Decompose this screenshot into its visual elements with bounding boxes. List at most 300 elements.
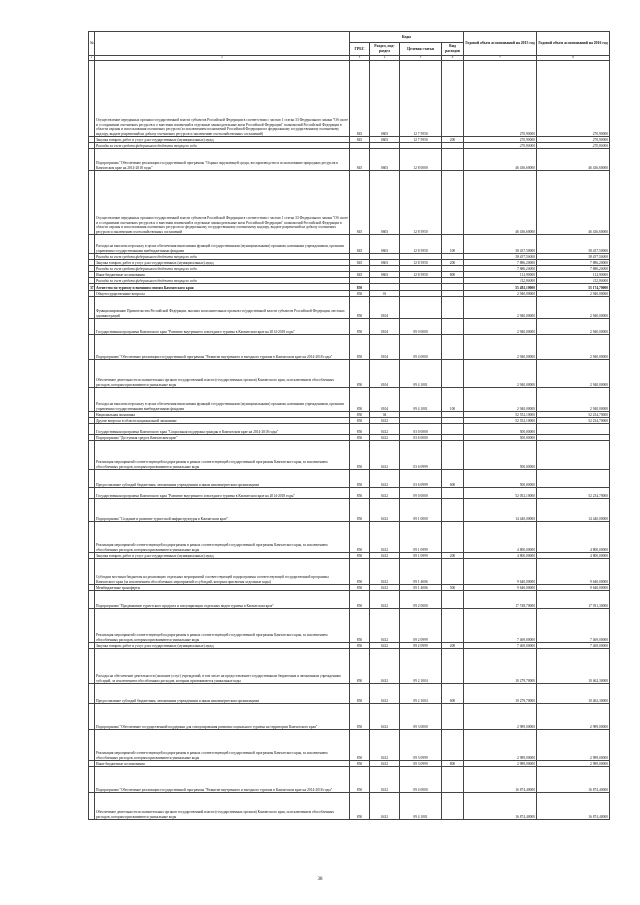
table-row — [89, 388, 610, 412]
razdel-code: 0104 — [370, 360, 400, 388]
row-number: 37 — [89, 284, 95, 291]
razdel-code: 04 — [370, 412, 400, 418]
line-item-name: Подпрограмма "Обеспечение реализации государственной программы "Развитие внутреннего и въездного туризма в Камчатском крае на 2014-2018 годы" — [95, 767, 350, 793]
table-row — [89, 649, 610, 684]
table-row — [89, 499, 610, 522]
expense-type-code — [442, 488, 464, 499]
razdel-code: 0412 — [370, 793, 400, 820]
amount-2015: 55 492,10000 — [464, 284, 537, 291]
amount-2016: 52 234,70000 — [537, 488, 610, 499]
column-index: 3 — [350, 56, 370, 61]
table-body — [89, 61, 610, 820]
amount-2015: 2 940,00000 — [464, 291, 537, 297]
razdel-code: 0412 — [370, 435, 400, 441]
amount-2016 — [537, 441, 610, 470]
grbs-code: 845 — [350, 272, 370, 278]
razdel-code: 0412 — [370, 609, 400, 643]
target-article-code: 09 3 0999 — [400, 730, 442, 761]
grbs-code: 850 — [350, 488, 370, 499]
line-item-name: Обеспечение деятельности исполнительных органов государственной власти (государственных органов) Камчатского края, за исключением обособленных расходов, которым присваиваются уникальные коды — [95, 360, 350, 388]
amount-2016: 2 940,00000 — [537, 360, 610, 388]
amount-2015: 46 436,60000 — [464, 171, 537, 235]
line-item-name: Закупка товаров, работ и услуг для государственных (муниципальных) нужд — [95, 553, 350, 559]
amount-2016: 7 469,00000 — [537, 609, 610, 643]
target-article-code: 09 2 1004 — [400, 684, 442, 704]
amount-2015: 7 469,00000 — [464, 643, 537, 649]
amount-2015: 112,90000 — [464, 272, 537, 278]
target-article-code: 09 1 4006 — [400, 585, 442, 591]
amount-2015: 10 279,70000 — [464, 684, 537, 704]
header-codes: Коды — [350, 32, 464, 43]
line-item-name: Обеспечение деятельности исполнительных органов государственной власти (государственных органов) Камчатского края, за исключением обособленных расходов, которым присваиваются уникальные коды — [95, 793, 350, 820]
amount-2015: 2 940,00000 — [464, 335, 537, 360]
amount-2015: 17 748,70000 — [464, 591, 537, 609]
grbs-code: 845 — [350, 61, 370, 137]
line-item-name: Закупка товаров, работ и услуг для государственных (муниципальных) нужд — [95, 137, 350, 143]
razdel-code: 0603 — [370, 149, 400, 171]
line-item-name: Расходы на обеспечение деятельности (оказание услуг) учреждений, в том числе на предоставление государственным бюджетным и автономным учреждениям субсидий, за исключением обособленных расходов, которым присваиваются уникальные коды — [95, 649, 350, 684]
expense-type-code — [442, 360, 464, 388]
target-article-code — [400, 284, 442, 291]
grbs-code: 845 — [350, 260, 370, 266]
amount-2015: 2 989,00000 — [464, 761, 537, 767]
expense-type-code — [442, 335, 464, 360]
expense-type-code — [442, 704, 464, 730]
line-item-name: Расходы за счет средств федерального бюджета текущего года — [95, 266, 350, 272]
amount-2016: 4 800,00000 — [537, 522, 610, 553]
grbs-code: 850 — [350, 424, 370, 435]
expense-type-code — [442, 793, 464, 820]
line-item-name: Подпрограмма "Доступная среда в Камчатском крае" — [95, 435, 350, 441]
column-index: 1 — [89, 56, 95, 61]
expense-type-code — [442, 767, 464, 793]
amount-2015: 500,00000 — [464, 470, 537, 488]
amount-2015: 2 989,00000 — [464, 704, 537, 730]
target-article-code: 09 1 0000 — [400, 499, 442, 522]
amount-2016: 2 940,00000 — [537, 291, 610, 297]
target-article-code — [400, 297, 442, 319]
header-expense-type: Вид расходов — [442, 43, 464, 56]
table-row — [89, 609, 610, 643]
amount-2015: 270,90000 — [464, 137, 537, 143]
expense-type-code: 600 — [442, 684, 464, 704]
razdel-code: 0412 — [370, 643, 400, 649]
line-item-name: Другие вопросы в области национальной экономики — [95, 418, 350, 424]
grbs-code: 850 — [350, 522, 370, 553]
amount-2016: 2 940,00000 — [537, 319, 610, 335]
grbs-code: 850 — [350, 441, 370, 470]
expense-type-code: 200 — [442, 137, 464, 143]
amount-2016: 55 174,70000 — [537, 284, 610, 291]
line-item-name: Государственная программа Камчатского края "Развитие внутреннего и въездного туризма в Камчатском крае на 2014-2018 годы" — [95, 488, 350, 499]
amount-2015: 16 874,40000 — [464, 793, 537, 820]
budget-table — [88, 31, 610, 820]
target-article-code: 09 0 0000 — [400, 319, 442, 335]
table-row — [89, 767, 610, 793]
line-item-name: Межбюджетные трансферты — [95, 585, 350, 591]
razdel-code: 0412 — [370, 553, 400, 559]
target-article-code: 12 8 5950 — [400, 171, 442, 235]
table-header — [89, 32, 610, 61]
target-article-code: 09 1 4006 — [400, 559, 442, 585]
line-item-name: Реализация мероприятий соответствующей подпрограммы в рамках соответствующей государственной программы Камчатского края, за исключением обособленных расходов, которым присваиваются уникальные коды — [95, 441, 350, 470]
expense-type-code — [442, 61, 464, 137]
line-item-name: Государственная программа Камчатского края "Развитие внутреннего и въездного туризма в Камчатском крае на 2014-2018 годы" — [95, 319, 350, 335]
target-article-code: 03 6 0999 — [400, 441, 442, 470]
expense-type-code — [442, 649, 464, 684]
grbs-code: 845 — [350, 149, 370, 171]
amount-2015: 270,90000 — [464, 61, 537, 137]
amount-2016: 2 940,00000 — [537, 388, 610, 412]
grbs-code: 845 — [350, 235, 370, 254]
line-item-name: Подпрограмма "Обеспечение государственной поддержки для стимулирования развития социального туризма на территории Камчатского края" — [95, 704, 350, 730]
target-article-code: 09 4 1001 — [400, 360, 442, 388]
line-item-name: Общегосударственные вопросы — [95, 291, 350, 297]
expense-type-code — [442, 171, 464, 235]
amount-2016: 112,90000 — [537, 272, 610, 278]
amount-2016 — [537, 470, 610, 488]
amount-2016: 38 437,50000 — [537, 254, 610, 260]
target-article-code: 09 1 0999 — [400, 522, 442, 553]
header-grbs: ГРБС — [350, 43, 370, 56]
target-article-code: 12 8 0000 — [400, 149, 442, 171]
amount-2015: 2 940,00000 — [464, 319, 537, 335]
razdel-code: 0412 — [370, 761, 400, 767]
amount-2016: 7 469,00000 — [537, 643, 610, 649]
line-item-name: Субсидии местным бюджетам на реализацию отдельных мероприятий соответствующей подпрограммы соответствующей государственной программы Камчатского края (за исключением обособленных мероприятий и субсидий, которым присвоены отдельные коды) — [95, 559, 350, 585]
grbs-code: 850 — [350, 470, 370, 488]
column-index: 8 — [537, 56, 610, 61]
amount-2016: 17 931,30000 — [537, 591, 610, 609]
table-row — [89, 284, 610, 291]
header-razdel: Раздел, под-раздел — [370, 43, 400, 56]
table-row — [89, 319, 610, 335]
column-index: 6 — [442, 56, 464, 61]
razdel-code: 0104 — [370, 319, 400, 335]
table-row — [89, 522, 610, 553]
amount-2016: 10 462,30000 — [537, 649, 610, 684]
target-article-code: 09 4 1001 — [400, 388, 442, 412]
expense-type-code — [442, 424, 464, 435]
amount-2015: 46 436,60000 — [464, 149, 537, 171]
amount-2016: 52 234,70000 — [537, 418, 610, 424]
amount-2015: 2 940,00000 — [464, 297, 537, 319]
line-item-name: Предоставление субсидий бюджетным, автономным учреждениям и иным некоммерческим организациям — [95, 470, 350, 488]
razdel-code: 0412 — [370, 499, 400, 522]
razdel-code: 0412 — [370, 684, 400, 704]
amount-2016: 52 234,70000 — [537, 412, 610, 418]
amount-2016 — [537, 424, 610, 435]
amount-2016: 2 940,00000 — [537, 335, 610, 360]
grbs-code: 850 — [350, 284, 370, 291]
expense-type-code — [442, 609, 464, 643]
grbs-code: 850 — [350, 499, 370, 522]
amount-2015: 112,90000 — [464, 278, 537, 284]
grbs-code: 850 — [350, 643, 370, 649]
expense-type-code: 100 — [442, 235, 464, 254]
expense-type-code — [442, 441, 464, 470]
target-article-code: 12 7 5950 — [400, 61, 442, 137]
header-target-article: Целевая статья — [400, 43, 442, 56]
target-article-code: 12 7 5950 — [400, 137, 442, 143]
header-name — [95, 32, 350, 56]
header-amount-2016: Годовой объем ассигнований на 2016 год — [537, 32, 610, 56]
amount-2015: 10 279,70000 — [464, 649, 537, 684]
line-item-name: Расходы за счет средств федерального бюджета текущего года — [95, 278, 350, 284]
line-item-name: Иные бюджетные ассигнования — [95, 272, 350, 278]
amount-2016: 2 989,00000 — [537, 704, 610, 730]
line-item-name: Расходы на выплаты персоналу в целях обеспечения выполнения функций государственными (муниципальными) органами, казенными учреждениями, органами управления государственными внебюджетными фондами — [95, 235, 350, 254]
target-article-code: 09 4 0000 — [400, 767, 442, 793]
line-item-name: Реализация мероприятий соответствующей подпрограммы в рамках соответствующей государственной программы Камчатского края, за исключением обособленных расходов, которым присваиваются уникальные коды — [95, 609, 350, 643]
razdel-code: 0412 — [370, 767, 400, 793]
amount-2016: 10 462,30000 — [537, 684, 610, 704]
grbs-code: 850 — [350, 761, 370, 767]
line-item-name: Закупка товаров, работ и услуг для государственных (муниципальных) нужд — [95, 643, 350, 649]
amount-2015: 2 989,00000 — [464, 730, 537, 761]
table-row — [89, 704, 610, 730]
amount-2015: 14 440,00000 — [464, 499, 537, 522]
amount-2015: 9 640,00000 — [464, 585, 537, 591]
expense-type-code: 100 — [442, 388, 464, 412]
expense-type-code — [442, 591, 464, 609]
amount-2016: 7 886,20000 — [537, 266, 610, 272]
line-item-name: Подпрограмма "Продвижение туристского продукта и популяризация отдельных видов туризма в Камчатском крае" — [95, 591, 350, 609]
amount-2016: 2 989,00000 — [537, 730, 610, 761]
amount-2015: 500,00000 — [464, 441, 537, 470]
grbs-code: 850 — [350, 335, 370, 360]
amount-2015: 16 874,40000 — [464, 767, 537, 793]
amount-2015: 52 552,10000 — [464, 418, 537, 424]
target-article-code: 03 6 0000 — [400, 435, 442, 441]
header-number: № — [89, 32, 95, 56]
expense-type-code: 200 — [442, 553, 464, 559]
expense-type-code — [442, 149, 464, 171]
razdel-code: 0412 — [370, 585, 400, 591]
amount-2015: 52 052,10000 — [464, 488, 537, 499]
razdel-code: 0603 — [370, 235, 400, 254]
grbs-code: 850 — [350, 297, 370, 319]
grbs-code: 850 — [350, 609, 370, 643]
amount-2015: 7 886,20000 — [464, 260, 537, 266]
amount-2016: 46 436,60000 — [537, 149, 610, 171]
expense-type-code — [442, 319, 464, 335]
grbs-code: 850 — [350, 684, 370, 704]
line-item-name: Расходы за счет средств федерального бюджета текущего года — [95, 254, 350, 260]
amount-2016: 4 800,00000 — [537, 553, 610, 559]
grbs-code: 850 — [350, 704, 370, 730]
expense-type-code — [442, 499, 464, 522]
line-item-name: Национальная экономика — [95, 412, 350, 418]
grbs-code: 850 — [350, 388, 370, 412]
target-article-code: 12 8 5950 — [400, 272, 442, 278]
amount-2016: 270,90000 — [537, 61, 610, 137]
table-row — [89, 424, 610, 435]
amount-2016: 7 886,20000 — [537, 260, 610, 266]
razdel-code: 0412 — [370, 470, 400, 488]
grbs-code: 850 — [350, 291, 370, 297]
grbs-code: 850 — [350, 730, 370, 761]
amount-2015: 9 640,00000 — [464, 559, 537, 585]
amount-2016: 9 640,00000 — [537, 559, 610, 585]
amount-2016: 270,90000 — [537, 143, 610, 149]
target-article-code: 09 4 1001 — [400, 793, 442, 820]
amount-2015: 2 940,00000 — [464, 388, 537, 412]
target-article-code: 09 2 0000 — [400, 591, 442, 609]
table-row — [89, 297, 610, 319]
amount-2016: 14 440,00000 — [537, 499, 610, 522]
target-article-code: 09 2 0999 — [400, 609, 442, 643]
amount-2015: 500,00000 — [464, 435, 537, 441]
target-article-code: 09 2 0999 — [400, 643, 442, 649]
line-item-name: Функционирование Правительства Российской Федерации, высших исполнительных органов государственной власти субъектов Российской Федерации, местных администраций — [95, 297, 350, 319]
amount-2015: 7 886,20000 — [464, 266, 537, 272]
table-row — [89, 149, 610, 171]
razdel-code: 0412 — [370, 559, 400, 585]
razdel-code: 0104 — [370, 297, 400, 319]
expense-type-code — [442, 284, 464, 291]
razdel-code: 0412 — [370, 649, 400, 684]
amount-2016: 16 874,40000 — [537, 793, 610, 820]
amount-2016: 46 436,60000 — [537, 171, 610, 235]
target-article-code: 12 8 5950 — [400, 235, 442, 254]
grbs-code: 850 — [350, 585, 370, 591]
target-article-code: 09 3 0000 — [400, 704, 442, 730]
amount-2015: 38 437,50000 — [464, 235, 537, 254]
line-item-name: Подпрограмма "Обеспечение реализации государственной программы "Охрана окружающей среды, воспроизводство и использование природных ресурсов в Камчатском крае на 2014-2018 годы" — [95, 149, 350, 171]
table-row — [89, 61, 610, 137]
expense-type-code — [442, 730, 464, 761]
expense-type-code — [442, 297, 464, 319]
razdel-code: 0104 — [370, 335, 400, 360]
grbs-code: 845 — [350, 171, 370, 235]
target-article-code: 09 0 0000 — [400, 488, 442, 499]
target-article-code: 09 2 1004 — [400, 649, 442, 684]
target-article-code: 12 8 5950 — [400, 260, 442, 266]
target-article-code: 03 0 0000 — [400, 424, 442, 435]
expense-type-code — [442, 559, 464, 585]
razdel-code: 0104 — [370, 388, 400, 412]
column-index: 2 — [95, 56, 350, 61]
amount-2016: 16 874,40000 — [537, 767, 610, 793]
razdel-code: 0412 — [370, 418, 400, 424]
amount-2016: 9 640,00000 — [537, 585, 610, 591]
table-row — [89, 591, 610, 609]
razdel-code: 0412 — [370, 424, 400, 435]
grbs-code: 850 — [350, 435, 370, 441]
grbs-code: 850 — [350, 319, 370, 335]
amount-2015: 270,90000 — [464, 143, 537, 149]
table-row — [89, 730, 610, 761]
line-item-name: Государственная программа Камчатского края "Социальная поддержка граждан в Камчатском крае на 2014-2018 годы" — [95, 424, 350, 435]
amount-2015: 4 800,00000 — [464, 522, 537, 553]
grbs-code: 845 — [350, 137, 370, 143]
expense-type-code: 600 — [442, 470, 464, 488]
grbs-code: 850 — [350, 360, 370, 388]
line-item-name: Иные бюджетные ассигнования — [95, 761, 350, 767]
grbs-code: 850 — [350, 553, 370, 559]
razdel-code: 0603 — [370, 260, 400, 266]
amount-2016: 270,90000 — [537, 137, 610, 143]
amount-2016: 2 940,00000 — [537, 297, 610, 319]
column-index: 4 — [370, 56, 400, 61]
grbs-code: 850 — [350, 559, 370, 585]
grbs-code: 850 — [350, 418, 370, 424]
amount-2015: 500,00000 — [464, 424, 537, 435]
amount-2015: 38 437,50000 — [464, 254, 537, 260]
target-article-code: 09 4 0000 — [400, 335, 442, 360]
line-item-name: Реализация мероприятий соответствующей подпрограммы в рамках соответствующей государственной программы Камчатского края, за исключением обособленных расходов, которым присваиваются уникальные коды — [95, 522, 350, 553]
grbs-code: 850 — [350, 767, 370, 793]
razdel-code: 0412 — [370, 488, 400, 499]
table-row — [89, 171, 610, 235]
page-number: 38 — [317, 877, 323, 882]
table-row — [89, 441, 610, 470]
table-row — [89, 235, 610, 254]
line-item-name: Осуществление переданных органам государственной власти субъектов Российской Федерации в соответствии с частью 1 статьи 33 Федерального закона "Об охоте и о сохранении охотничьих ресурсов и о внесении изменений в отдельные законодательные акты Российской Федерации" полномочий Российской Федерации в области охраны и использования охотничьих ресурсов по федеральному государственному охотничьему надзору, выдаче разрешений на добычу охотничьих ресурсов и заключению охотхозяйственных соглашений — [95, 171, 350, 235]
line-item-name: Расходы на выплаты персоналу в целях обеспечения выполнения функций государственными (муниципальными) органами, казенными учреждениями, органами управления государственными внебюджетными фондами — [95, 388, 350, 412]
amount-2015: 2 940,00000 — [464, 360, 537, 388]
grbs-code: 850 — [350, 793, 370, 820]
razdel-code: 0603 — [370, 137, 400, 143]
expense-type-code: 500 — [442, 585, 464, 591]
razdel-code: 01 — [370, 291, 400, 297]
razdel-code: 0412 — [370, 441, 400, 470]
amount-2015: 7 469,00000 — [464, 609, 537, 643]
amount-2016: 38 437,50000 — [537, 235, 610, 254]
table-row — [89, 470, 610, 488]
table-row — [89, 360, 610, 388]
razdel-code: 0603 — [370, 171, 400, 235]
grbs-code: 850 — [350, 591, 370, 609]
expense-type-code: 800 — [442, 761, 464, 767]
expense-type-code: 200 — [442, 643, 464, 649]
amount-2015: 52 552,10000 — [464, 412, 537, 418]
razdel-code: 0412 — [370, 522, 400, 553]
amount-2016: 2 989,00000 — [537, 761, 610, 767]
grbs-code: 850 — [350, 649, 370, 684]
razdel-code: 0412 — [370, 730, 400, 761]
razdel-code: 0412 — [370, 704, 400, 730]
target-article-code: 09 3 0999 — [400, 761, 442, 767]
expense-type-code: 200 — [442, 260, 464, 266]
razdel-code: 0412 — [370, 591, 400, 609]
table-row — [89, 684, 610, 704]
expense-type-code — [442, 522, 464, 553]
line-item-name: Расходы за счет средств федерального бюджета текущего года — [95, 143, 350, 149]
line-item-name: Агентство по туризму и внешним связям Камчатского края — [95, 284, 350, 291]
razdel-code: 0603 — [370, 61, 400, 137]
line-item-name: Закупка товаров, работ и услуг для государственных (муниципальных) нужд — [95, 260, 350, 266]
razdel-code: 0603 — [370, 272, 400, 278]
table-row — [89, 559, 610, 585]
grbs-code: 850 — [350, 412, 370, 418]
expense-type-code: 800 — [442, 272, 464, 278]
line-item-name: Предоставление субсидий бюджетным, автономным учреждениям и иным некоммерческим организациям — [95, 684, 350, 704]
table-row — [89, 335, 610, 360]
amount-2016: 112,90000 — [537, 278, 610, 284]
line-item-name: Осуществление переданных органам государственной власти субъектов Российской Федерации в соответствии с частью 1 статьи 33 Федерального закона "Об охоте и о сохранении охотничьих ресурсов и о внесении изменений в отдельные законодательные акты Российской Федерации" полномочий Российской Федерации в области охраны и использования охотничьих ресурсов (за исключением полномочий Российской Федерации по федеральному государственному охотничьему надзору, выдаче разрешений на добычу охотничьих ресурсов и заключению охотхозяйственных соглашений) — [95, 61, 350, 137]
target-article-code: 03 6 0999 — [400, 470, 442, 488]
line-item-name: Подпрограмма "Создание и развитие туристской инфраструктуры в Камчатском крае" — [95, 499, 350, 522]
amount-2015: 4 800,00000 — [464, 553, 537, 559]
column-index: 5 — [400, 56, 442, 61]
table-row — [89, 793, 610, 820]
header-amount-2015: Годовой объем ассигнований на 2015 год — [464, 32, 537, 56]
column-index: 7 — [464, 56, 537, 61]
line-item-name: Реализация мероприятий соответствующей подпрограммы в рамках соответствующей государственной программы Камчатского края, за исключением обособленных расходов, которым присваиваются уникальные коды — [95, 730, 350, 761]
line-item-name: Подпрограмма "Обеспечение реализации государственной программы "Развитие внутреннего и въездного туризма в Камчатском крае на 2014-2018 годы" — [95, 335, 350, 360]
